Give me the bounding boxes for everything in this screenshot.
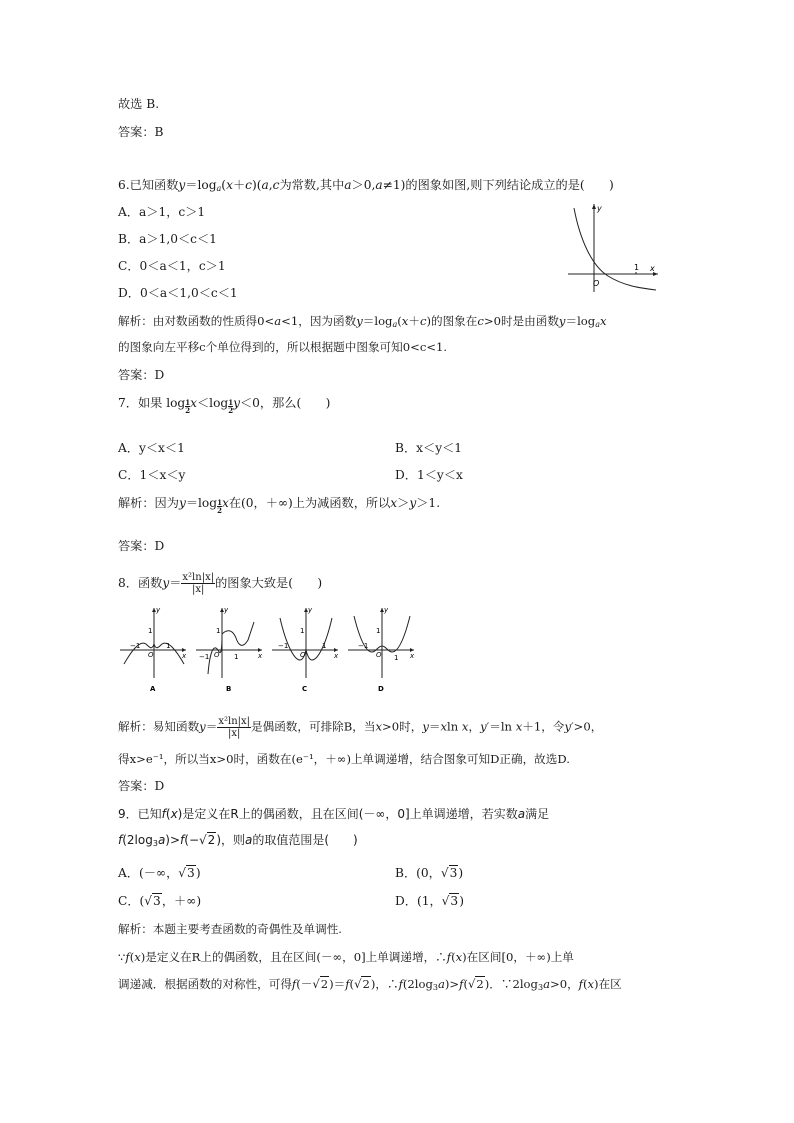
q9-option-a: A．(－∞，√3) <box>118 866 201 880</box>
q6-graph-origin: O <box>593 279 600 288</box>
q8-graph-b <box>196 606 263 693</box>
svg-text:O: O <box>300 651 306 659</box>
q8-explanation-1: 解析：易知函数y＝ $\frac{\text{x²ln|x|}}{|x|}$ 是偶函数，可排除B，当x>0时，y＝xln x，y′＝ln x＋1，令y′>0， <box>118 716 603 739</box>
q7-option-a: A．y＜x＜1 <box>118 441 185 455</box>
q8-label-a: A <box>150 685 156 693</box>
q7-option-b: B．x＜y＜1 <box>395 441 463 455</box>
svg-text:1: 1 <box>166 642 171 650</box>
svg-text:−1: −1 <box>358 642 369 650</box>
q6-graph <box>560 200 665 295</box>
svg-text:−1: −1 <box>278 642 289 650</box>
prev-answer: 答案：B <box>118 125 164 139</box>
svg-text:−1: −1 <box>130 642 141 650</box>
svg-text:x: x <box>334 652 339 660</box>
svg-text:1: 1 <box>376 627 381 635</box>
q6-graph-y-label: y <box>597 204 602 213</box>
prev-conclusion: 故选 B. <box>118 97 160 111</box>
q6-explanation-1: 解析：由对数函数的性质得0<a<1，因为函数$y=\log_a(x+c)$的图象在c>0时是由函数$y=\log_ax$ <box>118 314 607 329</box>
svg-text:x: x <box>258 652 263 660</box>
q7-stem: 7．如果 log $\frac{1}{2}$ x＜log $\frac{1}{2}$ y＜0，那么( ) <box>118 396 331 415</box>
q6-stem: 6.已知函数$y=\log_a(x+c)(a,c$为常数,其中a＞0,a≠1)的图象如图,则下列结论成立的是( ) <box>118 178 614 193</box>
q9-explanation-3: 调递减．根据函数的对称性，可得f(－√2)＝f(√2)，$\therefore f(2\log_3a)>f(√2)$．$\because 2\log_3a>0$，f(x)在区 <box>118 977 622 992</box>
q6-option-c: C．0＜a＜1，c＞1 <box>118 259 226 273</box>
q8-graph-c <box>272 606 339 693</box>
q7-answer: 答案：D <box>118 539 165 553</box>
q8-label-b: B <box>226 685 232 693</box>
q6-graph-x-label: x <box>650 264 655 273</box>
q8-graphs <box>116 604 416 696</box>
q6-answer: 答案：D <box>118 368 165 382</box>
svg-text:1: 1 <box>148 627 153 635</box>
q7-explanation: 解析：因为y＝log $\frac{1}{2}$ x在(0，＋∞)上为减函数，所以x＞y＞1. <box>118 496 441 515</box>
svg-text:y: y <box>156 606 161 614</box>
svg-text:1: 1 <box>216 627 221 635</box>
q6-option-a: A．a＞1，c＞1 <box>118 205 206 219</box>
q8-graph-a <box>120 606 187 693</box>
q8-label-c: C <box>302 685 308 693</box>
svg-text:1: 1 <box>322 642 327 650</box>
q9-option-d: D．(1，√3) <box>395 894 464 908</box>
svg-text:y: y <box>384 606 389 614</box>
q9-option-b: B．(0，√3) <box>395 866 464 880</box>
q6-option-d: D．0＜a＜1,0＜c＜1 <box>118 286 238 300</box>
q6-option-b: B．a＞1,0＜c＜1 <box>118 232 217 246</box>
q7-option-c: C．1＜x＜y <box>118 468 186 482</box>
q8-graph-d <box>348 606 415 693</box>
q8-stem: 8．函数y＝ $\frac{\text{x²ln|x|}}{|x|}$ 的图象大致是( ) <box>118 572 323 595</box>
svg-text:y: y <box>308 606 313 614</box>
q9-option-c: C．(√3，＋∞) <box>118 894 202 908</box>
q8-label-d: D <box>378 685 384 693</box>
svg-text:1: 1 <box>234 653 239 661</box>
svg-text:1: 1 <box>394 654 399 662</box>
svg-text:O: O <box>376 651 382 659</box>
svg-text:O: O <box>214 651 220 659</box>
q8-explanation-2: 得x>e⁻¹，所以当x>0时，函数在(e⁻¹，＋∞)上单调递增，结合图象可知D正确，故选D. <box>118 752 570 766</box>
q8-answer: 答案：D <box>118 779 165 793</box>
svg-text:O: O <box>148 651 154 659</box>
svg-text:y: y <box>224 606 229 614</box>
q9-stem-2: $f(2\log_3a)>f(-√2)$，则a的取值范围是( ) <box>118 833 358 848</box>
svg-text:−1: −1 <box>199 653 210 661</box>
q6-explanation-2: 的图象向左平移c个单位得到的，所以根据题中图象可知0<c<1. <box>118 340 448 354</box>
q7-option-d: D．1＜y＜x <box>395 468 463 482</box>
svg-text:1: 1 <box>300 627 305 635</box>
svg-text:x: x <box>182 652 187 660</box>
q6-graph-tick: 1 <box>634 263 640 272</box>
q9-explanation-1: 解析：本题主要考查函数的奇偶性及单调性. <box>118 922 342 936</box>
svg-text:x: x <box>410 652 415 660</box>
q9-explanation-2: ∵f(x)是定义在R上的偶函数，且在区间(－∞，0]上单调递增，∴f(x)在区间[0，＋∞)上单 <box>118 950 574 964</box>
q9-stem-1: 9．已知f(x)是定义在R上的偶函数，且在区间(－∞，0]上单调递增，若实数a满足 <box>118 807 550 821</box>
